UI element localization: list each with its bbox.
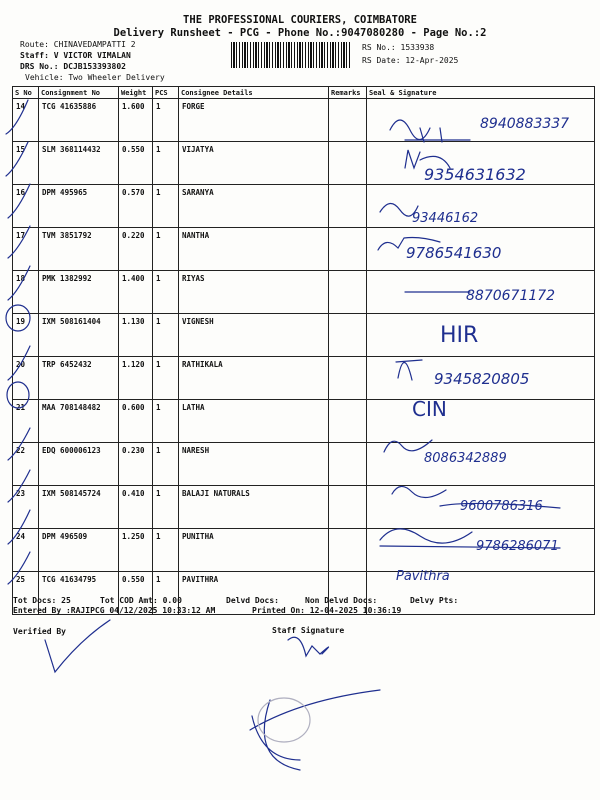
cell-sno: 22 — [13, 443, 39, 486]
cell-consignment: DPM 496509 — [39, 529, 119, 572]
delivered-docs: Delvd Docs: — [226, 596, 279, 605]
total-docs: Tot Docs: 25 — [13, 596, 71, 605]
non-delivered-docs: Non Delvd Docs: — [305, 596, 378, 605]
cell-remarks — [329, 486, 367, 529]
delivery-points: Delvy Pts: — [410, 596, 459, 605]
cell-remarks — [329, 228, 367, 271]
cell-consignee: VIJATYA — [179, 142, 329, 185]
header-remarks: Remarks — [329, 87, 367, 99]
cell-sno: 25 — [13, 572, 39, 615]
cell-consignee: BALAJI NATURALS — [179, 486, 329, 529]
staff-label: Staff: V VICTOR VIMALAN — [20, 51, 131, 60]
cell-consignment: TRP 6452432 — [39, 357, 119, 400]
table-row — [13, 443, 595, 486]
total-cod-amount: Tot COD Amt: 0.00 — [100, 596, 182, 605]
cell-weight: 1.250 — [119, 529, 153, 572]
cell-signature — [367, 314, 595, 357]
cell-pcs: 1 — [153, 443, 179, 486]
cell-signature — [367, 443, 595, 486]
cell-signature — [367, 142, 595, 185]
cell-consignee: PUNITHA — [179, 529, 329, 572]
handwritten-phone-16: 93446162 — [412, 211, 479, 226]
printed-on: Printed On: 12-04-2025 10:36:19 — [252, 606, 402, 615]
cell-consignee: NANTHA — [179, 228, 329, 271]
header-consignee: Consignee Details — [179, 87, 329, 99]
handwritten-phone-18: 8870671172 — [466, 288, 556, 304]
cell-sno: 20 — [13, 357, 39, 400]
cell-sno: 14 — [13, 99, 39, 142]
cell-weight: 0.550 — [119, 572, 153, 615]
cell-weight: 0.220 — [119, 228, 153, 271]
cell-weight: 1.120 — [119, 357, 153, 400]
cell-signature — [367, 400, 595, 443]
cell-remarks — [329, 99, 367, 142]
cell-weight: 0.410 — [119, 486, 153, 529]
table-header-row — [13, 87, 595, 99]
table-row — [13, 486, 595, 529]
header-sno: S No — [13, 87, 39, 99]
handwritten-phone-20: 9345820805 — [434, 370, 530, 388]
cell-pcs: 1 — [153, 400, 179, 443]
cell-signature — [367, 529, 595, 572]
cell-consignment: DPM 495965 — [39, 185, 119, 228]
table-row — [13, 99, 595, 142]
cell-weight: 1.600 — [119, 99, 153, 142]
cell-remarks — [329, 185, 367, 228]
table-row — [13, 314, 595, 357]
cell-signature — [367, 486, 595, 529]
cell-consignee: LATHA — [179, 400, 329, 443]
cell-pcs: 1 — [153, 228, 179, 271]
cell-consignee: NARESH — [179, 443, 329, 486]
handwritten-mark-19: HIR — [440, 323, 479, 348]
table-row — [13, 357, 595, 400]
cell-sno: 23 — [13, 486, 39, 529]
table-row — [13, 529, 595, 572]
cell-consignment: IXM 508145724 — [39, 486, 119, 529]
cell-remarks — [329, 142, 367, 185]
cell-signature — [367, 99, 595, 142]
cell-signature — [367, 357, 595, 400]
cell-weight: 0.600 — [119, 400, 153, 443]
handwritten-phone-22: 8086342889 — [424, 451, 507, 466]
handwritten-phone-17: 9786541630 — [406, 244, 502, 262]
header-pcs: PCS — [153, 87, 179, 99]
header-weight: Weight — [119, 87, 153, 99]
cell-pcs: 1 — [153, 185, 179, 228]
cell-consignee: SARANYA — [179, 185, 329, 228]
cell-sno: 19 — [13, 314, 39, 357]
cell-consignment: SLM 368114432 — [39, 142, 119, 185]
cell-sno: 15 — [13, 142, 39, 185]
cell-pcs: 1 — [153, 99, 179, 142]
table-row — [13, 271, 595, 314]
cell-pcs: 1 — [153, 572, 179, 615]
cell-remarks — [329, 357, 367, 400]
cell-signature — [367, 271, 595, 314]
handwritten-phone-24: 9786286071 — [476, 539, 559, 554]
runsheet-table — [12, 86, 595, 615]
cell-weight: 0.570 — [119, 185, 153, 228]
cell-pcs: 1 — [153, 486, 179, 529]
table-row — [13, 400, 595, 443]
cell-sno: 18 — [13, 271, 39, 314]
cell-remarks — [329, 271, 367, 314]
table-row — [13, 228, 595, 271]
document-subtitle: Delivery Runsheet - PCG - Phone No.:9047080280 - Page No.:2 — [113, 27, 487, 39]
cell-pcs: 1 — [153, 271, 179, 314]
handwritten-name-25: Pavithra — [396, 569, 450, 584]
drs-number: DRS No.: DCJB153393802 — [20, 62, 126, 71]
handwritten-phone-23: 9600786316 — [460, 499, 543, 514]
cell-weight: 1.130 — [119, 314, 153, 357]
cell-consignee: RATHIKALA — [179, 357, 329, 400]
cell-consignment: TCG 41634795 — [39, 572, 119, 615]
cell-consignee: FORGE — [179, 99, 329, 142]
table-row — [13, 142, 595, 185]
document-title: THE PROFESSIONAL COURIERS, COIMBATORE — [183, 14, 417, 26]
cell-consignment: TCG 41635886 — [39, 99, 119, 142]
cell-consignee: PAVITHRA — [179, 572, 329, 615]
vehicle-label: Vehicle: Two Wheeler Delivery — [25, 73, 165, 82]
route-label: Route: CHINAVEDAMPATTI 2 — [20, 40, 136, 49]
rs-date: RS Date: 12-Apr-2025 — [362, 56, 459, 65]
cell-consignment: PMK 1382992 — [39, 271, 119, 314]
cell-consignee: RIYAS — [179, 271, 329, 314]
cell-signature — [367, 185, 595, 228]
header-consignment: Consignment No — [39, 87, 119, 99]
cell-pcs: 1 — [153, 529, 179, 572]
cell-pcs: 1 — [153, 142, 179, 185]
cell-consignee: VIGNESH — [179, 314, 329, 357]
cell-consignment: EDQ 600006123 — [39, 443, 119, 486]
cell-consignment: IXM 508161404 — [39, 314, 119, 357]
cell-remarks — [329, 529, 367, 572]
cell-sno: 21 — [13, 400, 39, 443]
cell-remarks — [329, 443, 367, 486]
cell-pcs: 1 — [153, 314, 179, 357]
barcode — [231, 42, 351, 68]
cell-remarks — [329, 400, 367, 443]
cell-consignment: MAA 708148482 — [39, 400, 119, 443]
rs-number: RS No.: 1533938 — [362, 43, 435, 52]
header-signature: Seal & Signature — [367, 87, 595, 99]
handwritten-phone-14: 8940883337 — [480, 116, 570, 132]
cell-signature — [367, 228, 595, 271]
verified-by-label: Verified By — [13, 627, 66, 636]
entered-by: Entered By :RAJIPCG 04/12/2025 10:33:12 AM — [13, 606, 216, 615]
staff-signature-label: Staff Signature — [272, 626, 345, 635]
cell-consignment: TVM 3851792 — [39, 228, 119, 271]
cell-sno: 16 — [13, 185, 39, 228]
cell-sno: 17 — [13, 228, 39, 271]
handwritten-mark-21: CIN — [412, 397, 447, 421]
cell-weight: 0.230 — [119, 443, 153, 486]
cell-weight: 1.400 — [119, 271, 153, 314]
cell-sno: 24 — [13, 529, 39, 572]
handwritten-phone-15: 9354631632 — [424, 165, 526, 184]
cell-pcs: 1 — [153, 357, 179, 400]
cell-weight: 0.550 — [119, 142, 153, 185]
table-row — [13, 185, 595, 228]
cell-remarks — [329, 314, 367, 357]
